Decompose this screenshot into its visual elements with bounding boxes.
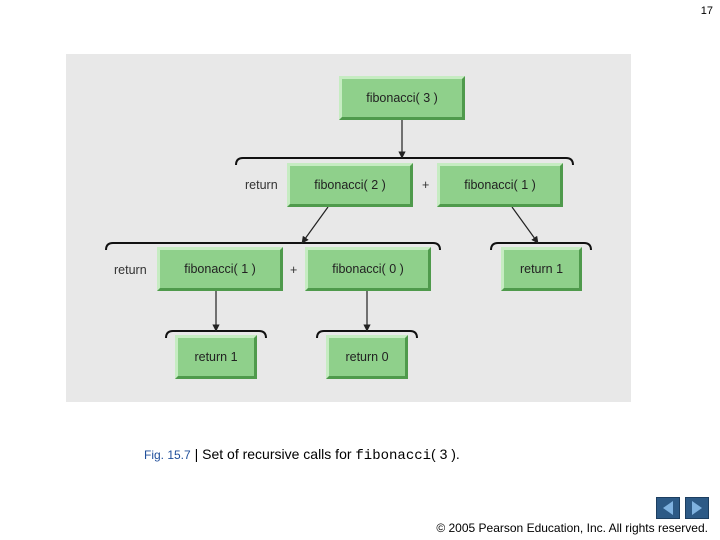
node-fibonacci-1: fibonacci( 1 ) bbox=[157, 247, 283, 291]
node-return-1-right: return 1 bbox=[501, 247, 582, 291]
plus-label-level1: + bbox=[422, 178, 430, 192]
arrow-fib2 bbox=[302, 207, 328, 243]
caption-separator: | bbox=[190, 446, 203, 462]
arrow-fib1-right bbox=[512, 207, 538, 243]
previous-slide-button[interactable] bbox=[656, 497, 680, 519]
next-slide-button[interactable] bbox=[685, 497, 709, 519]
copyright-notice: © 2005 Pearson Education, Inc. All rights reserved. bbox=[436, 521, 708, 535]
plus-label-level2: + bbox=[290, 263, 298, 277]
node-fibonacci-3: fibonacci( 3 ) bbox=[339, 76, 465, 120]
return-label-level2: return bbox=[114, 263, 147, 277]
page-number: 17 bbox=[700, 5, 713, 17]
node-fibonacci-2: fibonacci( 2 ) bbox=[287, 163, 413, 207]
caption-code: fibonacci bbox=[355, 448, 432, 464]
arrow-right-icon bbox=[686, 498, 708, 518]
arrow-left-icon bbox=[657, 498, 679, 518]
caption-text: Set of recursive calls for bbox=[202, 446, 356, 462]
figure-caption bbox=[144, 446, 460, 464]
return-label-level1: return bbox=[245, 178, 278, 192]
caption-args: ( 3 ). bbox=[431, 446, 460, 462]
node-return-1-bottom: return 1 bbox=[175, 335, 257, 379]
diagram-panel bbox=[66, 54, 631, 402]
node-fibonacci-1-top: fibonacci( 1 ) bbox=[437, 163, 563, 207]
node-fibonacci-0: fibonacci( 0 ) bbox=[305, 247, 431, 291]
node-return-0: return 0 bbox=[326, 335, 408, 379]
figure-number: Fig. 15.7 bbox=[144, 448, 191, 462]
